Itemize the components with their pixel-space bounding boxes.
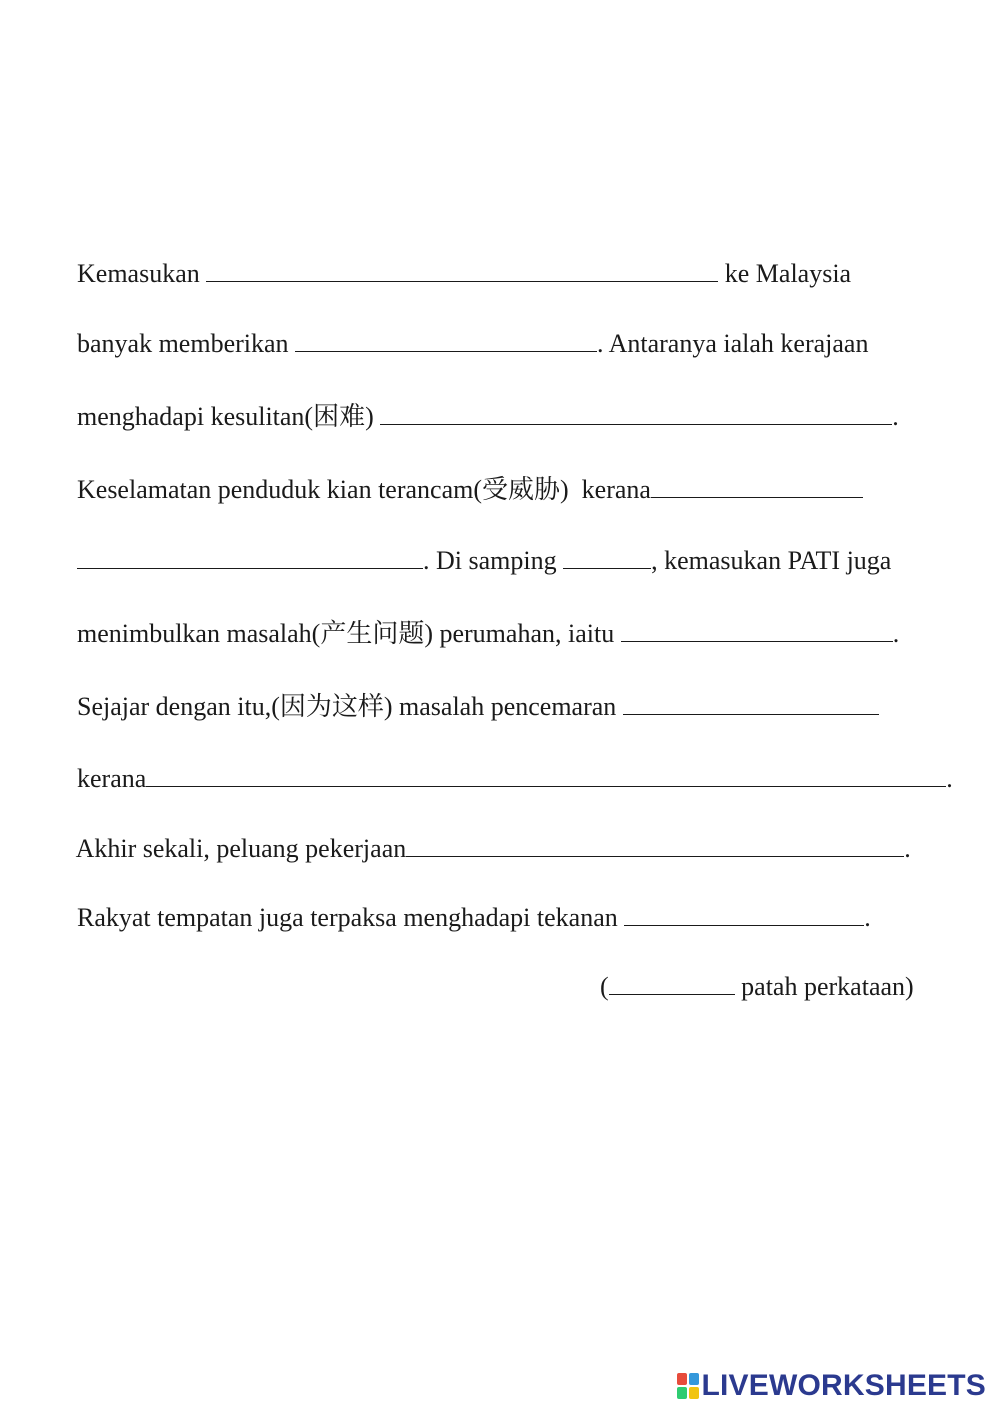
- brand-name: LIVEWORKSHEETS: [701, 1369, 986, 1402]
- logo-square-icon: [677, 1387, 687, 1399]
- word-count-note: [574, 939, 914, 1035]
- text: ke Malaysia: [718, 259, 852, 288]
- liveworksheets-brand: [677, 1368, 987, 1404]
- text: (: [600, 972, 609, 1001]
- word-count-blank[interactable]: [609, 972, 735, 995]
- blank-field-9[interactable]: [146, 764, 946, 787]
- text: , kemasukan PATI juga: [651, 546, 892, 575]
- text: .: [892, 619, 900, 648]
- logo-square-icon: [689, 1373, 699, 1385]
- text: .: [892, 402, 899, 431]
- text: Sejajar dengan itu,(因为这样) masalah pencemaran: [77, 692, 623, 721]
- text: .: [864, 903, 871, 932]
- text: kerana: [77, 764, 147, 793]
- text: Keselamatan penduduk kian terancam(受威胁) kerana: [77, 475, 651, 504]
- blank-field-8[interactable]: [623, 692, 879, 715]
- text: .: [946, 764, 953, 793]
- text: Akhir sekali, peluang pekerjaan: [75, 834, 407, 863]
- blank-field-3[interactable]: [380, 402, 892, 425]
- blank-field-7[interactable]: [621, 619, 893, 642]
- logo-square-icon: [677, 1373, 687, 1385]
- blank-field-4[interactable]: [651, 475, 863, 498]
- text: . Antaranya ialah kerajaan: [597, 329, 869, 358]
- blank-field-1[interactable]: [206, 259, 718, 282]
- logo-square-icon: [689, 1387, 699, 1399]
- blank-field-10[interactable]: [406, 834, 904, 857]
- blank-field-2[interactable]: [295, 329, 597, 352]
- text: Kemasukan: [77, 259, 207, 288]
- text: banyak memberikan: [77, 329, 296, 358]
- liveworksheets-logo-icon: [677, 1373, 699, 1399]
- text: menimbulkan masalah(产生问题) perumahan, iaitu: [77, 619, 621, 648]
- text: patah perkataan): [734, 972, 914, 1001]
- blank-field-6[interactable]: [563, 546, 651, 569]
- blank-field-11[interactable]: [624, 903, 864, 926]
- text: Rakyat tempatan juga terpaksa menghadapi tekanan: [77, 903, 625, 932]
- blank-field-5[interactable]: [77, 546, 423, 569]
- text: .: [904, 834, 911, 863]
- text: . Di samping: [423, 546, 564, 575]
- text: menghadapi kesulitan(困难): [77, 402, 381, 431]
